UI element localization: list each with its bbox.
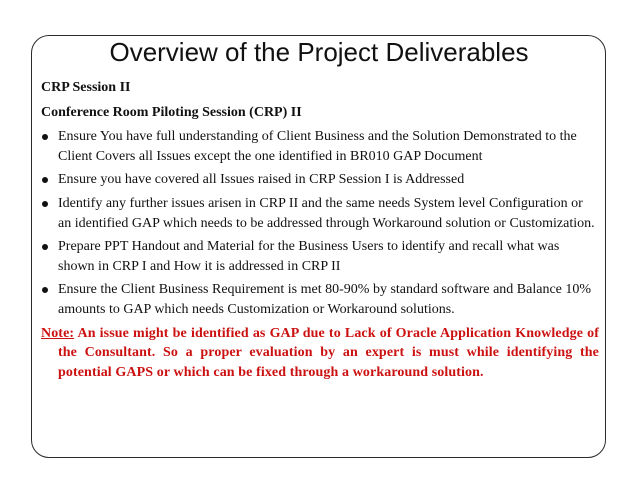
list-item xyxy=(41,170,599,190)
list-item xyxy=(41,237,599,276)
bullet-icon xyxy=(42,134,48,140)
list-item-text: Ensure You have full understanding of Client Business and the Solution Demonstrated to the Client Covers all Issues except the one identified in BR010 GAP Document xyxy=(58,129,577,164)
list-item xyxy=(41,127,599,166)
bullet-icon xyxy=(42,244,48,250)
slide-title: Overview of the Project Deliverables xyxy=(109,37,529,67)
slide-content xyxy=(41,78,599,382)
bullet-icon xyxy=(42,287,48,293)
list-item-text: Ensure the Client Business Requirement is met 80-90% by standard software and Balance 10% amounts to GAP which needs Customization or Workaround solutions. xyxy=(58,282,592,317)
bullet-icon xyxy=(42,201,48,207)
session-subheading: Conference Room Piloting Session (CRP) II xyxy=(41,104,302,120)
note-label: Note: xyxy=(41,325,75,341)
deliverables-list xyxy=(41,127,599,319)
bullet-icon xyxy=(42,177,48,183)
list-item xyxy=(41,194,599,233)
list-item xyxy=(41,280,599,319)
session-heading: CRP Session II xyxy=(41,80,131,95)
list-item-text: Ensure you have covered all Issues raised in CRP Session I is Addressed xyxy=(58,172,465,188)
note-text: An issue might be identified as GAP due to Lack of Oracle Application Knowledge of the Consultant. So a proper evaluation by an expert is must while identifying the potential GAPS or which can be fixed through a workaround solution. xyxy=(58,325,599,380)
list-item-text: Prepare PPT Handout and Material for the Business Users to identify and recall what was shown in CRP I and How it is addressed in CRP II xyxy=(58,239,560,274)
list-item-text: Identify any further issues arisen in CRP II and the same needs System level Configuration or an identified GAP which needs to be addressed through Workaround solution or Customization. xyxy=(58,195,595,231)
note-paragraph xyxy=(41,324,599,383)
